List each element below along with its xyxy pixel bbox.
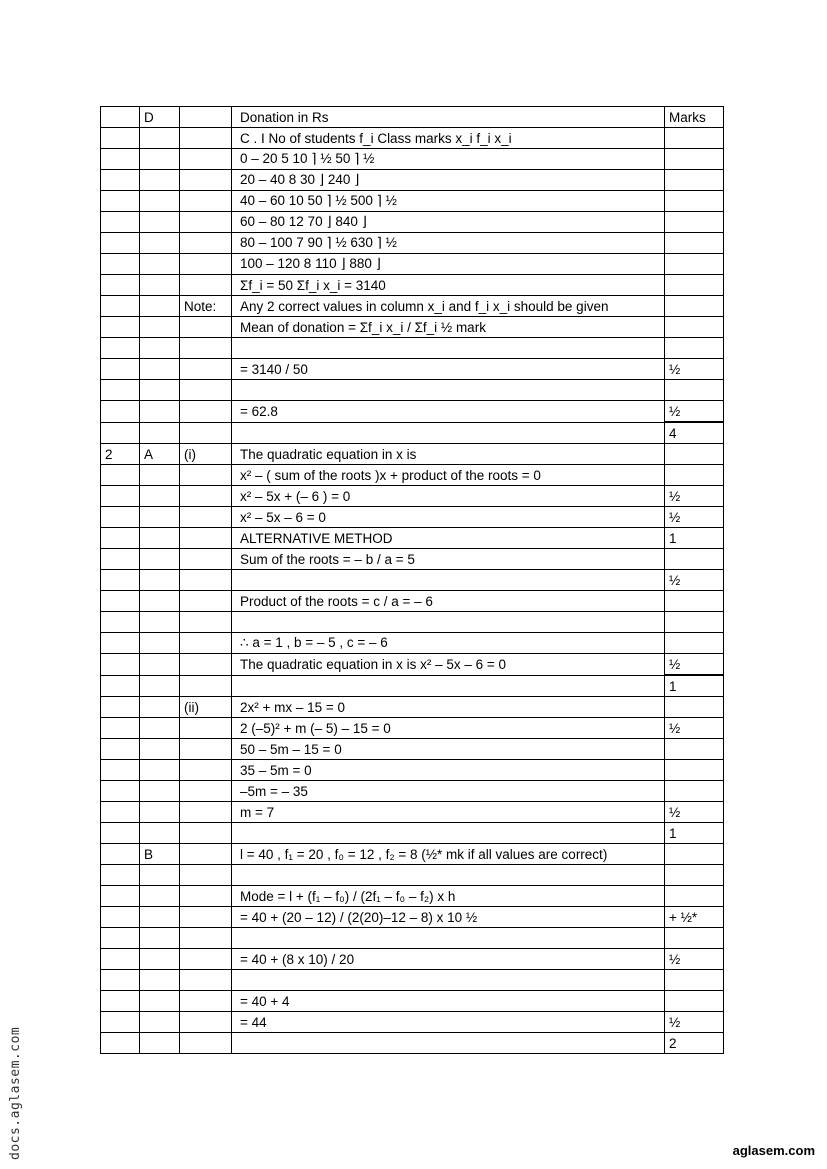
cell-part <box>180 380 232 401</box>
cell-q-number <box>101 107 140 128</box>
cell-marks <box>665 296 724 317</box>
cell-working <box>232 1033 665 1054</box>
cell-working: 100 – 120 8 110 ⌋ 880 ⌋ <box>232 254 665 275</box>
cell-part <box>180 991 232 1012</box>
table-row <box>101 317 724 338</box>
cell-marks <box>665 317 724 338</box>
cell-marks <box>665 781 724 802</box>
cell-part <box>180 865 232 886</box>
cell-working: 2 (–5)² + m (– 5) – 15 = 0 <box>232 718 665 739</box>
cell-working <box>232 823 665 844</box>
cell-q-number <box>101 359 140 380</box>
cell-working: ∴ a = 1 , b = – 5 , c = – 6 <box>232 633 665 654</box>
cell-marks: 1 <box>665 823 724 844</box>
cell-section <box>140 760 180 781</box>
cell-section <box>140 612 180 633</box>
cell-part: Note: <box>180 296 232 317</box>
table-row <box>101 212 724 233</box>
table-row <box>101 107 724 128</box>
cell-working: ALTERNATIVE METHOD <box>232 528 665 549</box>
cell-part <box>180 486 232 507</box>
table-row <box>101 907 724 928</box>
cell-working <box>232 380 665 401</box>
cell-section <box>140 697 180 718</box>
cell-marks: + ½* <box>665 907 724 928</box>
cell-marks: ½ <box>665 949 724 970</box>
table-row <box>101 991 724 1012</box>
cell-part <box>180 422 232 444</box>
cell-q-number: 2 <box>101 444 140 465</box>
table-row <box>101 865 724 886</box>
table-row <box>101 781 724 802</box>
cell-marks <box>665 212 724 233</box>
cell-q-number <box>101 507 140 528</box>
cell-working: Σf_i = 50 Σf_i x_i = 3140 <box>232 275 665 296</box>
cell-working: 50 – 5m – 15 = 0 <box>232 739 665 760</box>
cell-part <box>180 886 232 907</box>
cell-marks: ½ <box>665 359 724 380</box>
cell-marks <box>665 612 724 633</box>
cell-section <box>140 507 180 528</box>
cell-part <box>180 1033 232 1054</box>
table-row <box>101 191 724 212</box>
cell-working: 80 – 100 7 90 ⌉ ½ 630 ⌉ ½ <box>232 233 665 254</box>
table-row <box>101 528 724 549</box>
table-row <box>101 612 724 633</box>
cell-part <box>180 739 232 760</box>
table-row <box>101 654 724 676</box>
cell-working: 35 – 5m = 0 <box>232 760 665 781</box>
cell-q-number <box>101 275 140 296</box>
cell-part <box>180 633 232 654</box>
table-row <box>101 338 724 359</box>
cell-q-number <box>101 823 140 844</box>
cell-marks <box>665 465 724 486</box>
cell-q-number <box>101 465 140 486</box>
table-row <box>101 380 724 401</box>
cell-marks <box>665 128 724 149</box>
table-row <box>101 422 724 444</box>
cell-working: The quadratic equation in x is <box>232 444 665 465</box>
cell-q-number <box>101 170 140 191</box>
cell-section <box>140 401 180 423</box>
cell-section <box>140 865 180 886</box>
cell-working <box>232 570 665 591</box>
cell-working: C . I No of students f_i Class marks x_i f_i x_i <box>232 128 665 149</box>
cell-section <box>140 802 180 823</box>
table-row <box>101 170 724 191</box>
cell-q-number <box>101 149 140 170</box>
table-row <box>101 697 724 718</box>
cell-marks: ½ <box>665 1012 724 1033</box>
cell-q-number <box>101 991 140 1012</box>
table-row <box>101 802 724 823</box>
cell-marks: 2 <box>665 1033 724 1054</box>
table-row <box>101 633 724 654</box>
cell-part: (ii) <box>180 697 232 718</box>
cell-q-number <box>101 296 140 317</box>
table-row <box>101 760 724 781</box>
cell-marks <box>665 760 724 781</box>
table-row <box>101 718 724 739</box>
cell-marks <box>665 865 724 886</box>
cell-part <box>180 970 232 991</box>
cell-part <box>180 128 232 149</box>
cell-working: 60 – 80 12 70 ⌋ 840 ⌋ <box>232 212 665 233</box>
cell-working: Product of the roots = c / a = – 6 <box>232 591 665 612</box>
cell-working: 20 – 40 8 30 ⌋ 240 ⌋ <box>232 170 665 191</box>
cell-section <box>140 654 180 676</box>
cell-section <box>140 739 180 760</box>
cell-q-number <box>101 675 140 697</box>
cell-part <box>180 718 232 739</box>
cell-part <box>180 570 232 591</box>
cell-section <box>140 675 180 697</box>
table-row <box>101 401 724 423</box>
cell-section <box>140 191 180 212</box>
cell-q-number <box>101 1012 140 1033</box>
cell-working <box>232 928 665 949</box>
cell-q-number <box>101 739 140 760</box>
table-row <box>101 823 724 844</box>
cell-working <box>232 338 665 359</box>
table-row <box>101 1012 724 1033</box>
table-row <box>101 886 724 907</box>
cell-marks <box>665 149 724 170</box>
marking-scheme-table <box>100 106 724 1054</box>
cell-working <box>232 675 665 697</box>
cell-working: = 44 <box>232 1012 665 1033</box>
cell-working <box>232 422 665 444</box>
cell-working: = 40 + 4 <box>232 991 665 1012</box>
cell-marks <box>665 886 724 907</box>
cell-working: Mode = l + (f₁ – f₀) / (2f₁ – f₀ – f₂) x h <box>232 886 665 907</box>
table-row <box>101 233 724 254</box>
cell-working: Sum of the roots = – b / a = 5 <box>232 549 665 570</box>
cell-section <box>140 317 180 338</box>
cell-working: = 40 + (8 x 10) / 20 <box>232 949 665 970</box>
cell-q-number <box>101 633 140 654</box>
table-row <box>101 570 724 591</box>
cell-marks <box>665 739 724 760</box>
cell-part <box>180 317 232 338</box>
cell-q-number <box>101 254 140 275</box>
cell-section <box>140 128 180 149</box>
cell-marks <box>665 338 724 359</box>
cell-part <box>180 612 232 633</box>
cell-part <box>180 549 232 570</box>
cell-part <box>180 654 232 676</box>
cell-q-number <box>101 760 140 781</box>
table-row <box>101 465 724 486</box>
cell-marks <box>665 844 724 865</box>
cell-q-number <box>101 886 140 907</box>
cell-part <box>180 823 232 844</box>
cell-working: = 62.8 <box>232 401 665 423</box>
cell-part <box>180 107 232 128</box>
cell-q-number <box>101 970 140 991</box>
cell-marks: ½ <box>665 654 724 676</box>
cell-marks <box>665 170 724 191</box>
table-row <box>101 275 724 296</box>
table-row <box>101 254 724 275</box>
cell-section: B <box>140 844 180 865</box>
cell-marks <box>665 928 724 949</box>
cell-part <box>180 949 232 970</box>
table-row <box>101 591 724 612</box>
cell-working: Mean of donation = Σf_i x_i / Σf_i ½ mark <box>232 317 665 338</box>
table-row <box>101 149 724 170</box>
cell-part <box>180 170 232 191</box>
cell-working: x² – 5x + (– 6 ) = 0 <box>232 486 665 507</box>
cell-section <box>140 275 180 296</box>
cell-q-number <box>101 317 140 338</box>
cell-part <box>180 1012 232 1033</box>
cell-marks: ½ <box>665 486 724 507</box>
cell-part <box>180 233 232 254</box>
cell-section <box>140 254 180 275</box>
cell-section: D <box>140 107 180 128</box>
cell-working: 40 – 60 10 50 ⌉ ½ 500 ⌉ ½ <box>232 191 665 212</box>
cell-section <box>140 970 180 991</box>
cell-working: x² – ( sum of the roots )x + product of the roots = 0 <box>232 465 665 486</box>
table-row <box>101 359 724 380</box>
table-row <box>101 928 724 949</box>
cell-marks: 4 <box>665 422 724 444</box>
cell-section <box>140 823 180 844</box>
cell-q-number <box>101 233 140 254</box>
cell-marks <box>665 254 724 275</box>
cell-part <box>180 781 232 802</box>
cell-part <box>180 844 232 865</box>
cell-marks <box>665 991 724 1012</box>
cell-working: l = 40 , f₁ = 20 , f₀ = 12 , f₂ = 8 (½* mk if all values are correct) <box>232 844 665 865</box>
cell-q-number <box>101 128 140 149</box>
cell-q-number <box>101 1033 140 1054</box>
cell-marks: 1 <box>665 528 724 549</box>
cell-q-number <box>101 907 140 928</box>
cell-section <box>140 233 180 254</box>
cell-marks: ½ <box>665 718 724 739</box>
cell-working: 0 – 20 5 10 ⌉ ½ 50 ⌉ ½ <box>232 149 665 170</box>
cell-q-number <box>101 401 140 423</box>
cell-q-number <box>101 528 140 549</box>
cell-section <box>140 633 180 654</box>
cell-marks <box>665 697 724 718</box>
cell-section <box>140 907 180 928</box>
table-row <box>101 444 724 465</box>
cell-part <box>180 338 232 359</box>
cell-q-number <box>101 654 140 676</box>
cell-marks <box>665 444 724 465</box>
cell-section <box>140 718 180 739</box>
cell-section: A <box>140 444 180 465</box>
cell-section <box>140 528 180 549</box>
table-row <box>101 970 724 991</box>
cell-q-number <box>101 718 140 739</box>
cell-part: (i) <box>180 444 232 465</box>
cell-working: = 40 + (20 – 12) / (2(20)–12 – 8) x 10 ½ <box>232 907 665 928</box>
cell-section <box>140 212 180 233</box>
cell-working: The quadratic equation in x is x² – 5x – 6 = 0 <box>232 654 665 676</box>
cell-q-number <box>101 612 140 633</box>
table-row <box>101 949 724 970</box>
cell-section <box>140 570 180 591</box>
cell-part <box>180 528 232 549</box>
cell-q-number <box>101 549 140 570</box>
cell-working: Any 2 correct values in column x_i and f_i x_i should be given <box>232 296 665 317</box>
cell-working <box>232 612 665 633</box>
cell-section <box>140 591 180 612</box>
cell-q-number <box>101 486 140 507</box>
cell-marks <box>665 549 724 570</box>
cell-section <box>140 380 180 401</box>
cell-q-number <box>101 591 140 612</box>
cell-section <box>140 781 180 802</box>
cell-section <box>140 1033 180 1054</box>
cell-part <box>180 275 232 296</box>
cell-q-number <box>101 949 140 970</box>
cell-section <box>140 949 180 970</box>
cell-part <box>180 760 232 781</box>
cell-section <box>140 549 180 570</box>
cell-section <box>140 338 180 359</box>
cell-marks <box>665 380 724 401</box>
cell-part <box>180 359 232 380</box>
cell-part <box>180 465 232 486</box>
cell-marks <box>665 970 724 991</box>
table-row <box>101 1033 724 1054</box>
cell-marks <box>665 191 724 212</box>
cell-section <box>140 928 180 949</box>
cell-part <box>180 191 232 212</box>
cell-q-number <box>101 697 140 718</box>
cell-section <box>140 486 180 507</box>
cell-section <box>140 296 180 317</box>
cell-q-number <box>101 422 140 444</box>
cell-section <box>140 149 180 170</box>
cell-working: Donation in Rs <box>232 107 665 128</box>
cell-q-number <box>101 212 140 233</box>
cell-part <box>180 401 232 423</box>
cell-q-number <box>101 570 140 591</box>
cell-section <box>140 886 180 907</box>
cell-section <box>140 359 180 380</box>
cell-part <box>180 212 232 233</box>
cell-marks <box>665 633 724 654</box>
cell-part <box>180 675 232 697</box>
table-row <box>101 675 724 697</box>
table-row <box>101 486 724 507</box>
cell-marks <box>665 275 724 296</box>
cell-marks <box>665 591 724 612</box>
cell-working: x² – 5x – 6 = 0 <box>232 507 665 528</box>
cell-part <box>180 149 232 170</box>
cell-section <box>140 991 180 1012</box>
table-row <box>101 739 724 760</box>
table-row <box>101 844 724 865</box>
cell-q-number <box>101 802 140 823</box>
cell-marks: ½ <box>665 802 724 823</box>
cell-q-number <box>101 844 140 865</box>
cell-working: m = 7 <box>232 802 665 823</box>
cell-marks: Marks <box>665 107 724 128</box>
cell-working: 2x² + mx – 15 = 0 <box>232 697 665 718</box>
cell-marks: ½ <box>665 507 724 528</box>
cell-section <box>140 1012 180 1033</box>
cell-q-number <box>101 338 140 359</box>
cell-section <box>140 170 180 191</box>
cell-q-number <box>101 928 140 949</box>
cell-working: –5m = – 35 <box>232 781 665 802</box>
watermark: docs.aglasem.com <box>8 1026 23 1160</box>
cell-section <box>140 422 180 444</box>
cell-marks: 1 <box>665 675 724 697</box>
cell-q-number <box>101 191 140 212</box>
cell-part <box>180 254 232 275</box>
cell-q-number <box>101 781 140 802</box>
cell-part <box>180 928 232 949</box>
cell-working <box>232 865 665 886</box>
cell-marks: ½ <box>665 401 724 423</box>
cell-marks <box>665 233 724 254</box>
cell-marks: ½ <box>665 570 724 591</box>
cell-q-number <box>101 380 140 401</box>
table-row <box>101 507 724 528</box>
cell-part <box>180 507 232 528</box>
table-row <box>101 549 724 570</box>
cell-working: = 3140 / 50 <box>232 359 665 380</box>
table-row <box>101 128 724 149</box>
cell-part <box>180 591 232 612</box>
table-row <box>101 296 724 317</box>
cell-part <box>180 802 232 823</box>
cell-section <box>140 465 180 486</box>
cell-q-number <box>101 865 140 886</box>
cell-part <box>180 907 232 928</box>
cell-working <box>232 970 665 991</box>
brand-footer: aglasem.com <box>732 1143 815 1158</box>
